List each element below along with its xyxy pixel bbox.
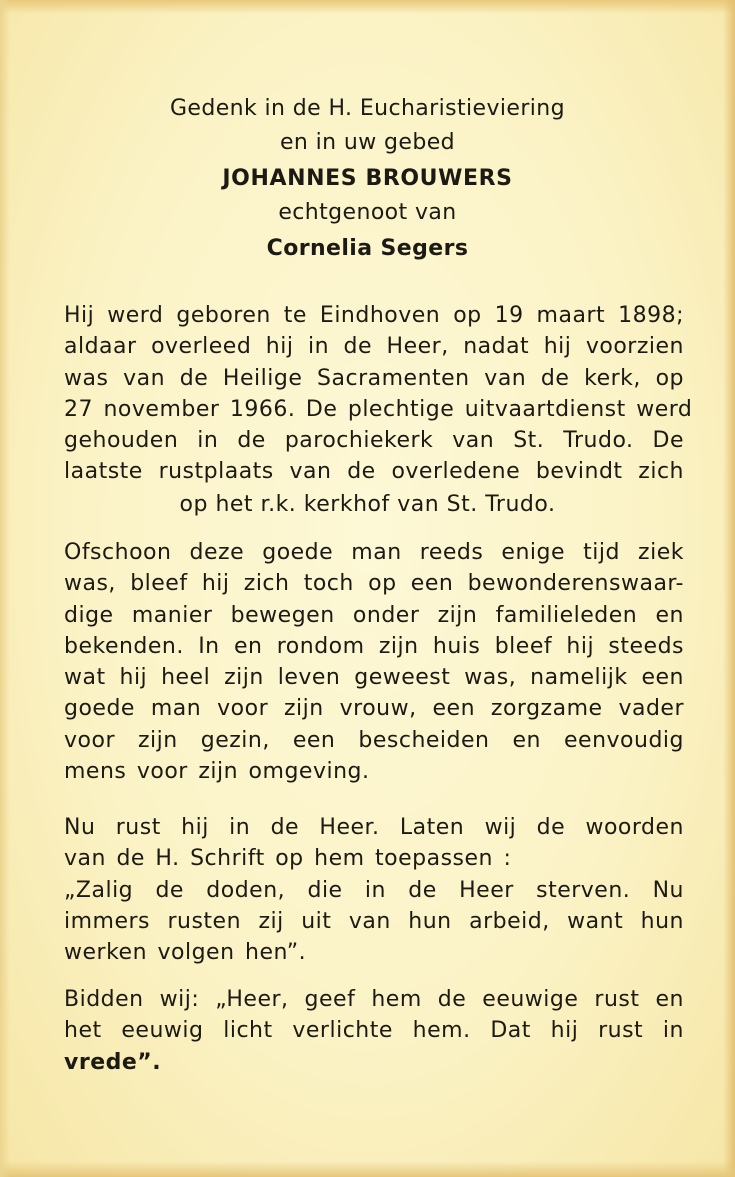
deceased-name: JOHANNES BROUWERS — [222, 166, 513, 191]
paragraph-line: immers rusten zij uit van hun arbeid, want hun — [64, 908, 684, 934]
header-line-1: Gedenk in de H. Eucharistieviering — [169, 96, 566, 121]
paragraph-line: vrede”. — [64, 1049, 162, 1075]
header-line-2: en in uw gebed — [279, 130, 455, 155]
paragraph-line: Hij werd geboren te Eindhoven op 19 maart 1898; — [64, 303, 684, 328]
paragraph-line: van de H. Schrift op hem toepassen : — [64, 846, 512, 872]
paragraph-character — [64, 537, 684, 787]
paragraph-line: werken volgen hen”. — [64, 940, 307, 966]
paragraph-scripture — [64, 812, 684, 968]
spouse-name: Cornelia Segers — [266, 236, 469, 261]
paragraph-line: goede man voor zijn vrouw, een zorgzame vader — [64, 696, 684, 722]
paragraph-line: Ofschoon deze goede man reeds enige tijd ziek — [64, 540, 684, 565]
paragraph-line: dige manier bewegen onder zijn familieleden en — [64, 602, 684, 628]
paragraph-line: voor zijn gezin, een bescheiden en eenvoudig — [64, 727, 684, 753]
relation-text: echtgenoot van — [278, 200, 457, 225]
paragraph-line: Bidden wij: „Heer, geef hem de eeuwige rust en — [64, 987, 684, 1012]
paper-edge-bottom — [0, 1161, 735, 1177]
paper-edge-top — [0, 0, 735, 14]
paragraph-line: gehouden in de parochiekerk van St. Trudo. De — [64, 428, 684, 454]
paragraph-line: „Zalig de doden, die in de Heer sterven. Nu — [64, 877, 684, 903]
paragraph-line: laatste rustplaats van de overledene bevindt zich — [64, 459, 684, 485]
paragraph-line: bekenden. In en rondom zijn huis bleef hij steeds — [64, 633, 684, 659]
paragraph-biography — [64, 300, 693, 488]
paragraph-line: 27 november 1966. De plechtige uitvaartdienst werd — [64, 396, 693, 422]
paragraph-line: was van de Heilige Sacramenten van de kerk, op — [64, 365, 684, 391]
paragraph-line: was, bleef hij zich toch op een bewonderenswaar- — [64, 571, 684, 597]
paragraph-line: het eeuwig licht verlichte hem. Dat hij rust in — [64, 1018, 684, 1044]
paragraph-biography-last-line: op het r.k. kerkhof van St. Trudo. — [179, 492, 556, 517]
paragraph-line: aldaar overleed hij in de Heer, nadat hij voorzien — [64, 334, 684, 360]
card-header — [0, 92, 735, 266]
paragraph-line: wat hij heel zijn leven geweest was, namelijk een — [64, 665, 684, 691]
paragraph-line: mens voor zijn omgeving. — [64, 759, 370, 785]
paragraph-prayer — [64, 984, 684, 1078]
paragraph-line: Nu rust hij in de Heer. Laten wij de woorden — [64, 815, 684, 840]
